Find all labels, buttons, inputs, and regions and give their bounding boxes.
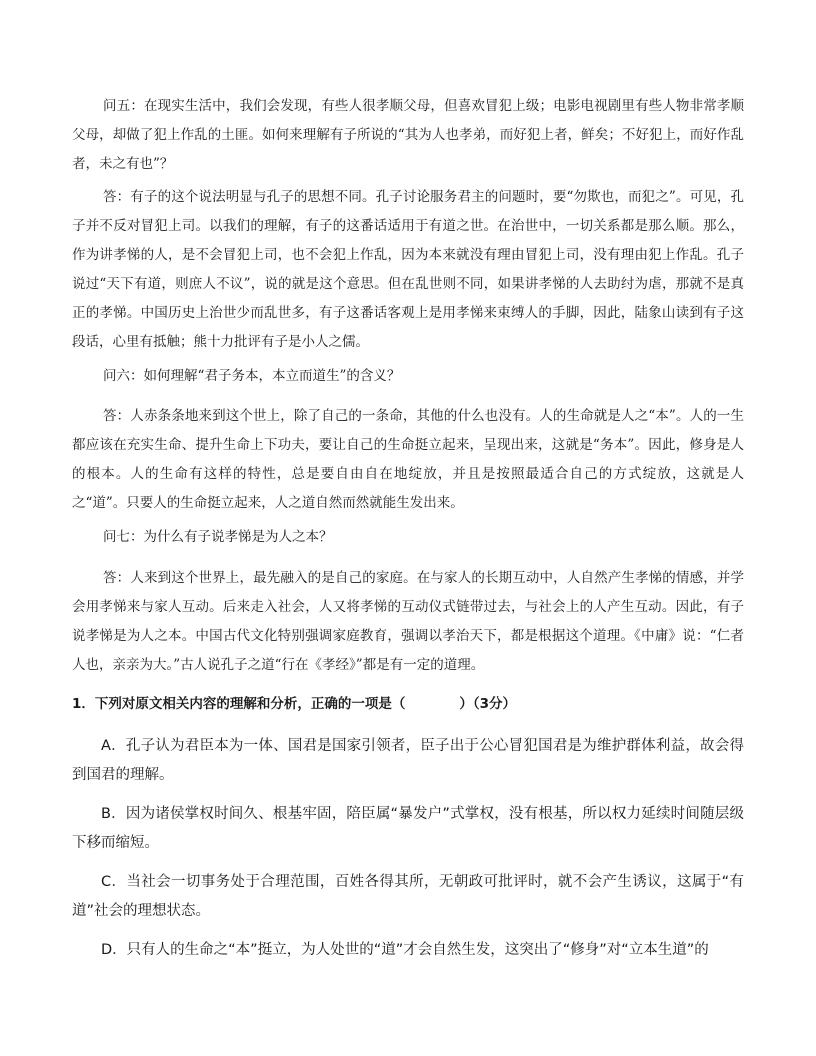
option-c: C．当社会一切事务处于合理范围，百姓各得其所，无朝政可批评时，就不会产生诱议，这属于“有道”社会的理想状态。 bbox=[72, 874, 744, 919]
answer-six: 答：人赤条条地来到这个世上，除了自己的一条命，其他的什么也没有。人的生命就是人之“本”。人的一生都应该在充实生命、提升生命上下功夫，要让自己的生命挺立起来，呈现出来，这就是“务本”。因此，修身是人的根本。人的生命有这样的特性，总是要自由自在地绽放，并且是按照最适合自己的方式绽放，这就是人之“道”。只要人的生命挺立起来，人之道自然而然就能生发出来。 bbox=[72, 408, 744, 511]
question-one-title-start: 1．下列对原文相关内容的理解和分析，正确的一项是（ bbox=[72, 696, 406, 712]
option-b: B．因为诸侯掌权时间久、根基牢固，陪臣属“暴发户”式掌权，没有根基，所以权力延续时间随层级下移而缩短。 bbox=[72, 806, 744, 851]
answer-five: 答：有子的这个说法明显与孔子的思想不同。孔子讨论服务君主的问题时，要“勿欺也，而犯之”。可见，孔子并不反对冒犯上司。以我们的理解，有子的这番话适用于有道之世。在治世中，一切关系都是那么顺。那么，作为讲孝悌的人，是不会冒犯上司，也不会犯上作乱，因为本来就没有理由冒犯上司，没有理由犯上作乱。孔子说过“天下有道，则庶人不议”，说的就是这个意思。但在乱世则不同，如果讲孝悌的人去助纣为虐，那就不是真正的孝悌。中国历史上治世少而乱世多，有子这番话客观上是用孝悌来束缚人的手脚，因此，陆象山读到有子这段话，心里有抵触；熊十力批评有子是小人之儒。 bbox=[72, 189, 744, 350]
option-d: D．只有人的生命之“本”挺立，为人处世的“道”才会自然生发，这突出了“修身”对“立本生道”的 bbox=[101, 942, 709, 958]
question-six: 问六：如何理解“君子务本，本立而道生”的含义？ bbox=[103, 368, 401, 384]
question-seven: 问七：为什么有子说孝悌是为人之本？ bbox=[103, 529, 333, 545]
question-one-title bbox=[72, 694, 744, 714]
answer-seven: 答：人来到这个世界上，最先融入的是自己的家庭。在与家人的长期互动中，人自然产生孝悌的情感，并学会用孝悌来与家人互动。后来走入社会，人又将孝悌的互动仪式链带过去，与社会上的人产生互动。因此，有子说孝悌是为人之本。中国古代文化特别强调家庭教育，强调以孝治天下，都是根据这个道理。《中庸》说：“仁者人也，亲亲为大。”古人说孔子之道“行在《孝经》”都是有一定的道理。 bbox=[72, 570, 744, 673]
question-five: 问五：在现实生活中，我们会发现，有些人很孝顺父母，但喜欢冒犯上级；电影电视剧里有些人物非常孝顺父母，却做了犯上作乱的土匪。如何来理解有子所说的“其为人也孝弟，而好犯上者，鲜矣；不好犯上，而好作乱者，未之有也”？ bbox=[72, 98, 744, 172]
question-one-title-end: ）（3分） bbox=[459, 696, 517, 712]
option-a: A．孔子认为君臣本为一体、国君是国家引领者，臣子出于公心冒犯国君是为维护群体利益，故会得到国君的理解。 bbox=[72, 738, 744, 783]
